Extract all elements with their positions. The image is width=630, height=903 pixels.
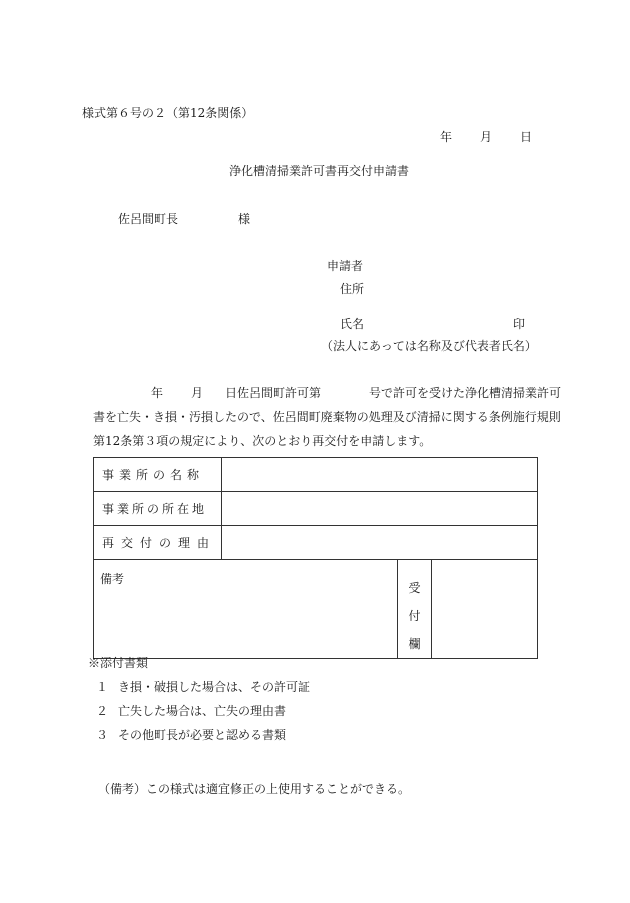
date-month: 月 [480, 130, 493, 144]
remarks-cell[interactable]: 備考 [94, 560, 398, 659]
form-number-label: 様式第６号の２（第12条関係） [82, 106, 254, 120]
applicant-label: 申請者 [327, 259, 364, 273]
date-day: 日 [520, 130, 533, 144]
body-month: 月 [191, 386, 204, 400]
body-part1: 日佐呂間町許可第 [225, 386, 322, 400]
row-label-office-address: 事業所の所在地 [94, 492, 222, 526]
table-row [94, 526, 538, 560]
reception-label-cell [398, 560, 432, 659]
reception-stamp-area [432, 560, 538, 659]
table-row [94, 492, 538, 526]
date-line [440, 131, 532, 143]
address-label: 住所 [340, 282, 365, 296]
table-row [94, 560, 538, 659]
attachment-item: ３ その他町長が必要と認める書類 [96, 728, 287, 742]
body-part2: 号で許可を受けた浄化槽清掃業許可 [369, 386, 562, 400]
office-name-field[interactable] [222, 458, 538, 492]
office-address-field[interactable] [222, 492, 538, 526]
addressee-honorific: 様 [238, 212, 251, 226]
reception-label: 受 付 欄 [408, 581, 421, 651]
body-text-line-1 [93, 387, 561, 399]
seal-mark: 印 [513, 317, 526, 331]
date-year: 年 [440, 130, 453, 144]
corporation-note: （法人にあっては名称及び代表者氏名） [321, 339, 537, 353]
addressee [118, 213, 250, 225]
body-text-line-2: 書を亡失・き損・汚損したので、佐呂間町廃棄物の処理及び清掃に関する条例施行規則 [93, 410, 561, 424]
attachments-heading: ※添付書類 [88, 656, 149, 670]
attachment-item: ２ 亡失した場合は、亡失の理由書 [96, 704, 287, 718]
document-title: 浄化槽清掃業許可書再交付申請書 [229, 164, 410, 178]
body-text-line-3: 第12条第３項の規定により、次のとおり再交付を申請します。 [93, 434, 432, 448]
footnote: （備考）この様式は適宜修正の上使用することができる。 [98, 782, 411, 796]
reissue-reason-field[interactable] [222, 526, 538, 560]
name-label: 氏名 [340, 317, 365, 331]
application-table [93, 457, 538, 659]
addressee-name: 佐呂間町長 [118, 212, 179, 226]
body-year: 年 [151, 386, 164, 400]
table-row [94, 458, 538, 492]
row-label-reissue-reason: 再交付の理由 [94, 526, 222, 560]
attachment-item: １ き損・破損した場合は、その許可証 [96, 680, 311, 694]
row-label-office-name: 事業所の名称 [94, 458, 222, 492]
